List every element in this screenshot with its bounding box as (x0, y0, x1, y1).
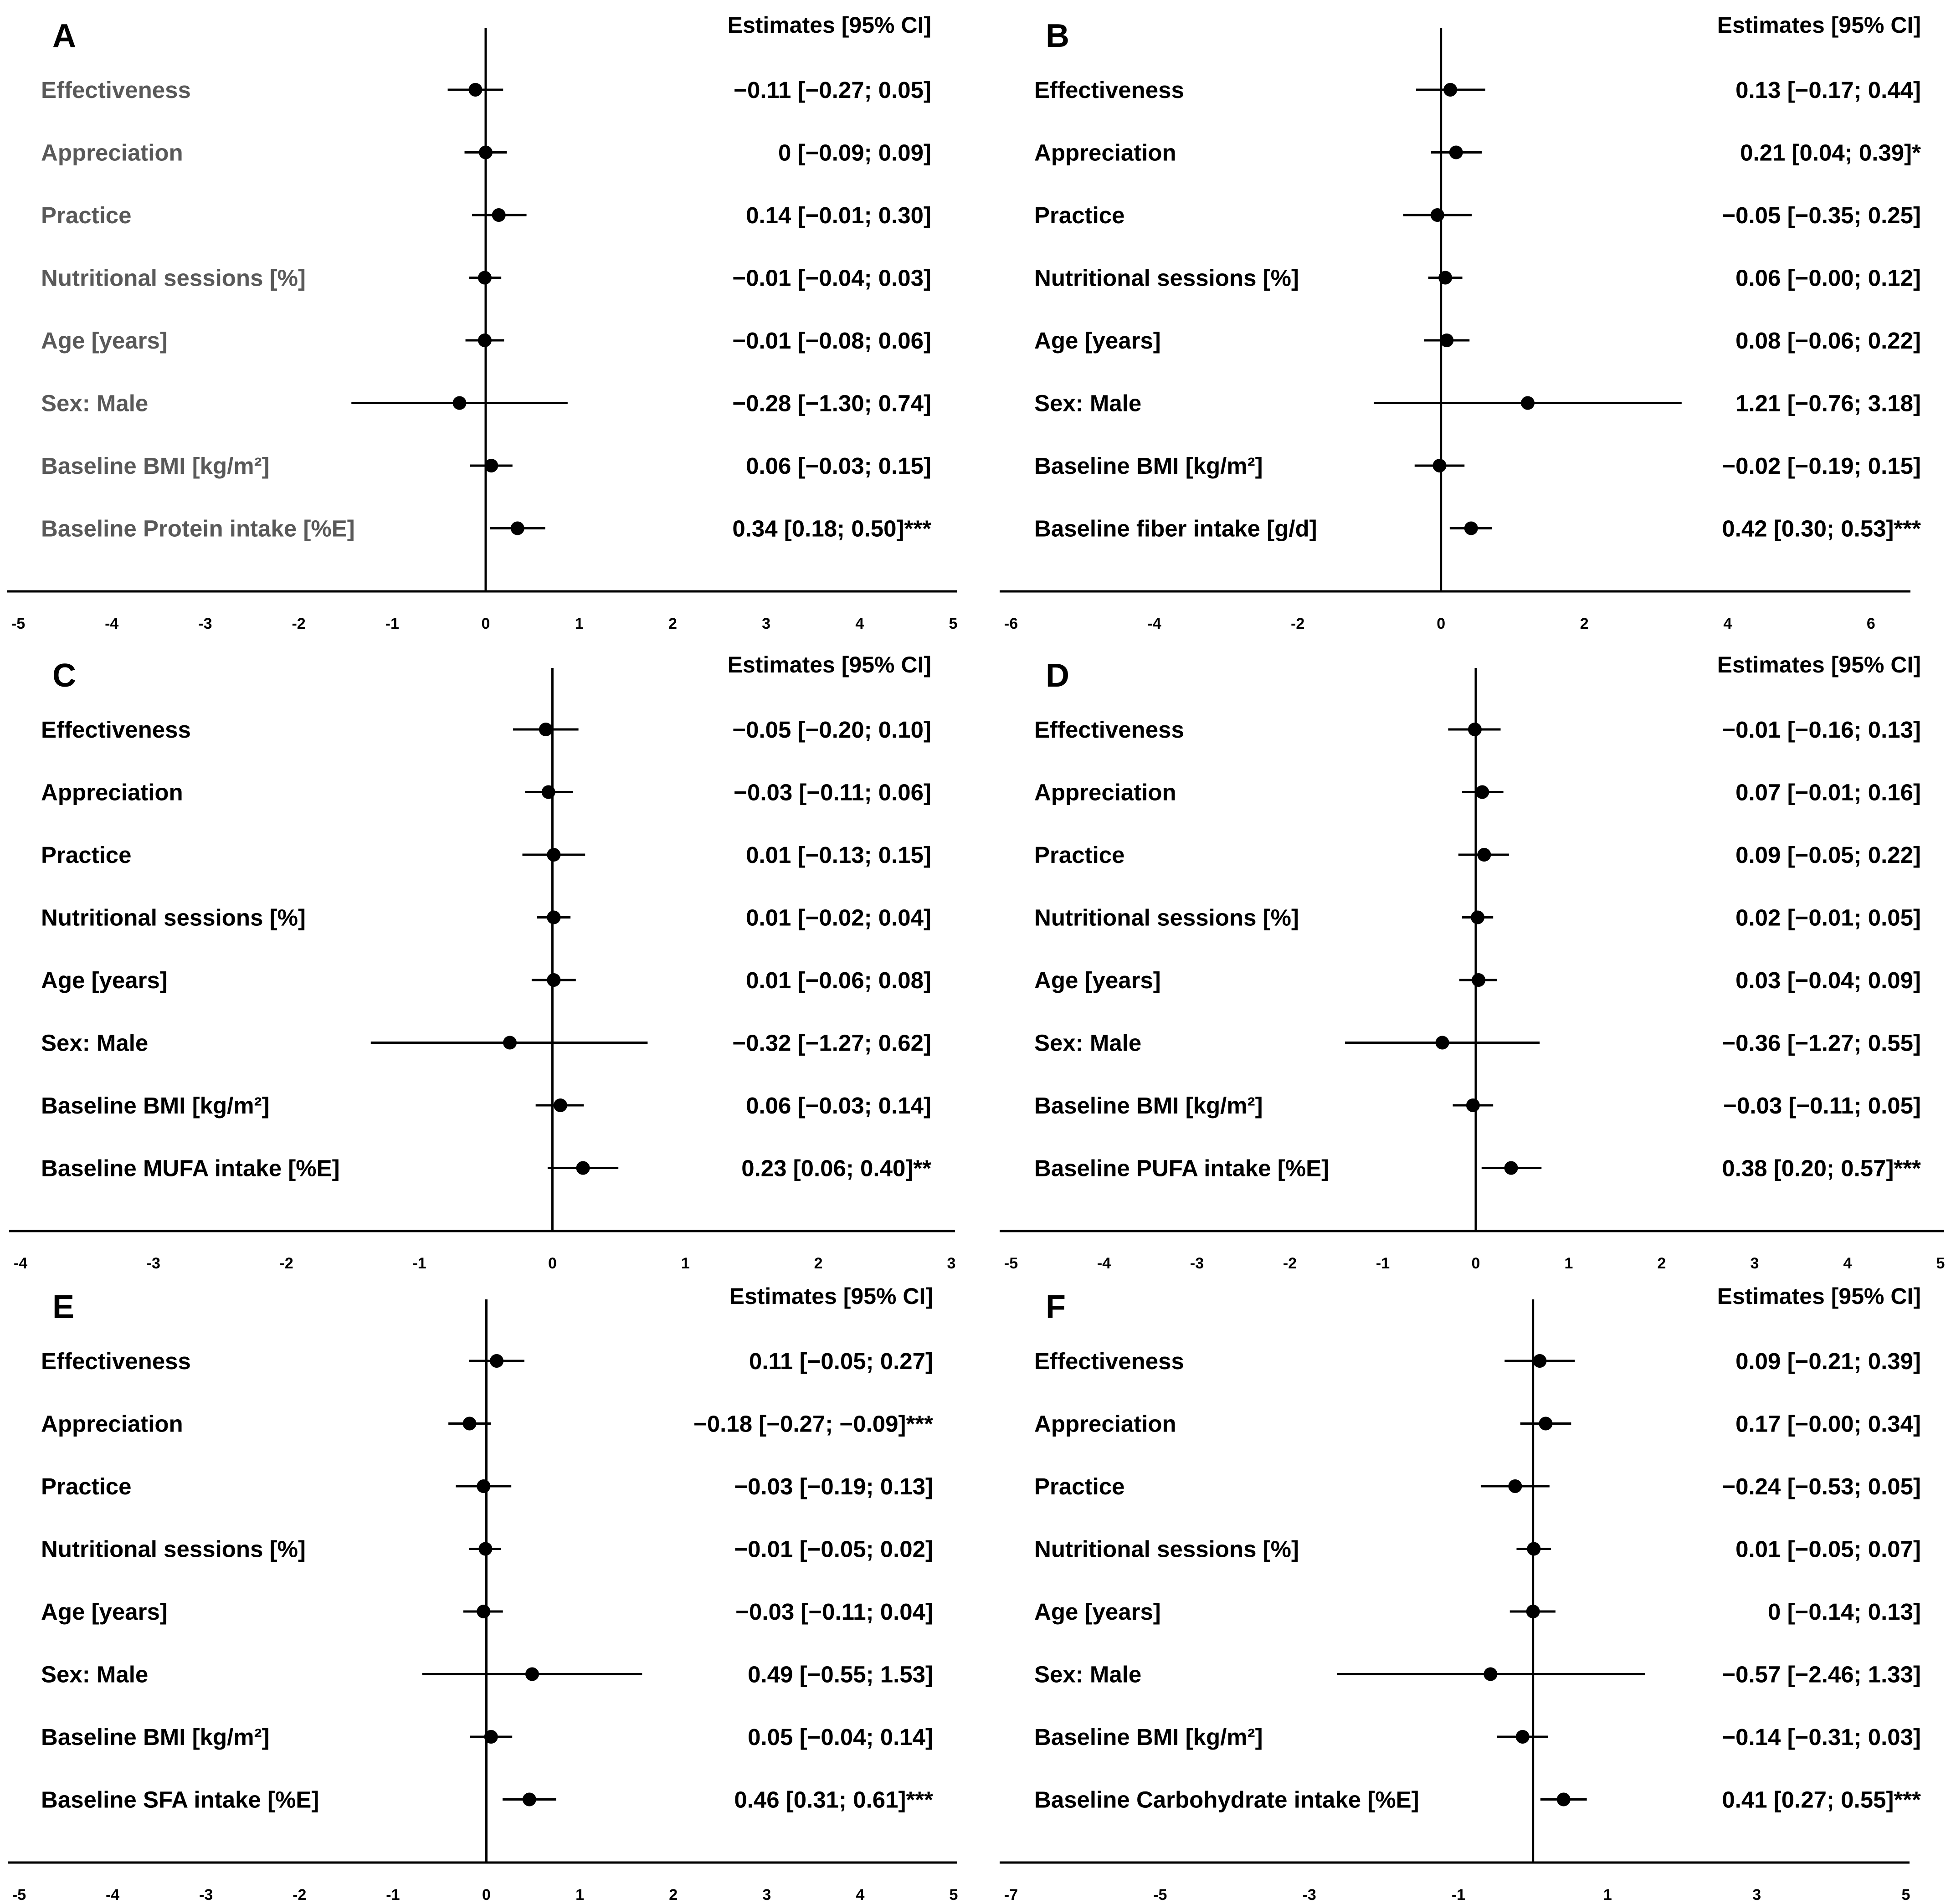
panel-letter: F (1046, 1289, 1066, 1325)
row-label: Sex: Male (41, 1661, 149, 1688)
row-label: Baseline BMI [kg/m²] (1034, 1724, 1263, 1750)
estimate-text: −0.03 [−0.11; 0.05] (1723, 1093, 1921, 1119)
point-estimate-marker (1557, 1793, 1571, 1806)
x-tick-label: -6 (1004, 615, 1018, 632)
row-label: Effectiveness (41, 1348, 191, 1374)
estimate-text: 0.08 [−0.06; 0.22] (1735, 328, 1921, 354)
x-tick-label: 4 (1723, 615, 1732, 632)
row-label: Appreciation (1034, 1411, 1176, 1437)
x-tick-label: 1 (1603, 1886, 1612, 1904)
x-tick-label: 5 (949, 615, 958, 632)
point-estimate-marker (542, 785, 555, 799)
x-tick-label: -1 (1451, 1886, 1466, 1904)
x-tick-label: -5 (12, 1886, 26, 1904)
point-estimate-marker (1475, 785, 1489, 799)
x-tick-label: 2 (1657, 1255, 1666, 1272)
row-label: Appreciation (41, 1411, 183, 1437)
estimate-text: 0.09 [−0.21; 0.39] (1735, 1348, 1921, 1374)
estimates-header: Estimates [95% CI] (729, 1283, 933, 1309)
point-estimate-marker (453, 396, 467, 410)
x-tick-label: -2 (292, 615, 306, 632)
estimate-text: 0.01 [−0.06; 0.08] (746, 967, 931, 993)
row-label: Age [years] (41, 1599, 168, 1625)
row-label: Nutritional sessions [%] (41, 904, 306, 931)
row-label: Effectiveness (1034, 77, 1184, 103)
row-label: Baseline Protein intake [%E] (41, 515, 355, 542)
point-estimate-marker (503, 1036, 517, 1050)
x-tick-label: 0 (1471, 1255, 1480, 1272)
x-tick-label: 4 (856, 1886, 865, 1904)
estimate-text: 0.34 [0.18; 0.50]*** (732, 515, 931, 542)
x-tick-label: -3 (198, 615, 212, 632)
row-label: Effectiveness (1034, 1348, 1184, 1374)
panel-letter: C (52, 657, 76, 694)
estimates-header: Estimates [95% CI] (1717, 652, 1921, 677)
estimate-text: 0.02 [−0.01; 0.05] (1735, 904, 1921, 931)
row-label: Baseline SFA intake [%E] (41, 1786, 319, 1813)
estimate-text: 0.14 [−0.01; 0.30] (746, 202, 931, 228)
point-estimate-marker (1516, 1730, 1530, 1744)
estimate-text: 0.01 [−0.05; 0.07] (1735, 1536, 1921, 1562)
x-tick-label: -4 (1147, 615, 1161, 632)
row-label: Effectiveness (41, 717, 191, 743)
x-tick-label: 2 (669, 1886, 678, 1904)
x-tick-label: -1 (385, 615, 399, 632)
row-label: Age [years] (1034, 967, 1161, 993)
estimate-text: −0.57 [−2.46; 1.33] (1722, 1661, 1921, 1688)
panel-letter: B (1046, 18, 1069, 54)
point-estimate-marker (547, 911, 560, 924)
x-tick-label: 4 (1843, 1255, 1852, 1272)
estimates-header: Estimates [95% CI] (1717, 12, 1921, 38)
row-label: Baseline BMI [kg/m²] (1034, 453, 1263, 479)
row-label: Nutritional sessions [%] (1034, 904, 1299, 931)
estimate-text: −0.14 [−0.31; 0.03] (1722, 1724, 1921, 1750)
point-estimate-marker (1484, 1668, 1497, 1681)
x-tick-label: 1 (575, 1886, 585, 1904)
point-estimate-marker (1504, 1161, 1518, 1175)
row-label: Age [years] (1034, 1599, 1161, 1625)
estimate-text: 0.21 [0.04; 0.39]* (1740, 139, 1921, 166)
x-tick-label: 5 (949, 1886, 958, 1904)
row-label: Nutritional sessions [%] (41, 265, 306, 291)
row-label: Practice (41, 1473, 132, 1499)
row-label: Practice (1034, 1473, 1125, 1499)
estimate-text: 0.01 [−0.02; 0.04] (746, 904, 931, 931)
estimate-text: −0.28 [−1.30; 0.74] (732, 390, 931, 416)
panel-letter: E (52, 1289, 75, 1325)
estimate-text: −0.03 [−0.11; 0.04] (735, 1599, 933, 1625)
point-estimate-marker (477, 1605, 490, 1618)
x-tick-label: -5 (1153, 1886, 1167, 1904)
point-estimate-marker (1477, 848, 1491, 862)
x-tick-label: -2 (279, 1255, 293, 1272)
x-tick-label: 3 (947, 1255, 956, 1272)
x-tick-label: -2 (1283, 1255, 1297, 1272)
x-tick-label: -3 (1302, 1886, 1316, 1904)
row-label: Practice (1034, 202, 1125, 228)
point-estimate-marker (490, 1354, 503, 1368)
estimate-text: 0 [−0.09; 0.09] (778, 139, 931, 166)
point-estimate-marker (484, 459, 498, 472)
point-estimate-marker (484, 1730, 498, 1744)
point-estimate-marker (1431, 208, 1444, 222)
row-label: Baseline MUFA intake [%E] (41, 1155, 340, 1181)
panel-letter: D (1046, 657, 1069, 694)
point-estimate-marker (1443, 83, 1457, 97)
point-estimate-marker (1464, 522, 1478, 535)
estimate-text: 0.06 [−0.00; 0.12] (1735, 265, 1921, 291)
point-estimate-marker (1436, 1036, 1449, 1050)
row-label: Appreciation (41, 139, 183, 166)
point-estimate-marker (1472, 973, 1485, 987)
estimate-text: 0 [−0.14; 0.13] (1768, 1599, 1921, 1625)
point-estimate-marker (463, 1417, 477, 1431)
point-estimate-marker (478, 271, 492, 285)
estimate-text: 0.06 [−0.03; 0.14] (746, 1093, 931, 1119)
estimate-text: 0.46 [0.31; 0.61]*** (734, 1786, 933, 1813)
estimate-text: −0.32 [−1.27; 0.62] (732, 1030, 931, 1056)
row-label: Sex: Male (1034, 1030, 1142, 1056)
estimate-text: 0.07 [−0.01; 0.16] (1735, 779, 1921, 806)
x-tick-label: -5 (1004, 1255, 1018, 1272)
x-tick-label: -1 (1376, 1255, 1390, 1272)
estimate-text: −0.03 [−0.11; 0.06] (734, 779, 931, 806)
estimate-text: −0.05 [−0.20; 0.10] (732, 717, 931, 743)
estimates-header: Estimates [95% CI] (727, 652, 931, 677)
estimate-text: 1.21 [−0.76; 3.18] (1735, 390, 1921, 416)
x-tick-label: -5 (11, 615, 26, 632)
point-estimate-marker (1466, 1098, 1480, 1112)
estimates-header: Estimates [95% CI] (727, 12, 931, 38)
row-label: Appreciation (41, 779, 183, 806)
estimate-text: 0.11 [−0.05; 0.27] (749, 1348, 933, 1374)
point-estimate-marker (1468, 723, 1482, 736)
x-tick-label: -3 (199, 1886, 213, 1904)
point-estimate-marker (1471, 911, 1484, 924)
x-tick-label: -4 (13, 1255, 28, 1272)
estimate-text: −0.01 [−0.04; 0.03] (732, 265, 931, 291)
point-estimate-marker (539, 723, 553, 736)
point-estimate-marker (1508, 1479, 1522, 1493)
estimate-text: −0.01 [−0.16; 0.13] (1722, 717, 1921, 743)
x-tick-label: 1 (681, 1255, 690, 1272)
estimate-text: 0.38 [0.20; 0.57]*** (1722, 1155, 1921, 1181)
row-label: Age [years] (41, 328, 168, 354)
row-label: Age [years] (41, 967, 168, 993)
x-tick-label: -1 (412, 1255, 426, 1272)
estimate-text: −0.36 [−1.27; 0.55] (1722, 1030, 1921, 1056)
point-estimate-marker (468, 83, 482, 97)
estimate-text: −0.24 [−0.53; 0.05] (1722, 1473, 1921, 1499)
row-label: Practice (41, 202, 132, 228)
point-estimate-marker (523, 1793, 536, 1806)
point-estimate-marker (1449, 146, 1463, 159)
point-estimate-marker (1527, 1542, 1540, 1556)
row-label: Effectiveness (41, 77, 191, 103)
point-estimate-marker (1539, 1417, 1552, 1431)
row-label: Nutritional sessions [%] (1034, 265, 1299, 291)
point-estimate-marker (478, 334, 492, 347)
point-estimate-marker (1521, 396, 1535, 410)
x-tick-label: 0 (481, 615, 490, 632)
row-label: Baseline fiber intake [g/d] (1034, 515, 1317, 542)
point-estimate-marker (547, 973, 560, 987)
estimate-text: −0.18 [−0.27; −0.09]*** (693, 1411, 933, 1437)
x-tick-label: 0 (548, 1255, 557, 1272)
point-estimate-marker (1433, 459, 1447, 472)
row-label: Nutritional sessions [%] (41, 1536, 306, 1562)
point-estimate-marker (576, 1161, 590, 1175)
x-tick-label: -3 (146, 1255, 160, 1272)
row-label: Baseline BMI [kg/m²] (41, 1093, 270, 1119)
point-estimate-marker (1526, 1605, 1540, 1618)
estimate-text: 0.17 [−0.00; 0.34] (1735, 1411, 1921, 1437)
row-label: Baseline Carbohydrate intake [%E] (1034, 1786, 1419, 1813)
x-tick-label: 1 (1564, 1255, 1573, 1272)
row-label: Practice (1034, 842, 1125, 868)
x-tick-label: -2 (293, 1886, 307, 1904)
estimate-text: 0.23 [0.06; 0.40]** (741, 1155, 931, 1181)
x-tick-label: 3 (1752, 1886, 1761, 1904)
x-tick-label: 3 (762, 615, 771, 632)
estimate-text: −0.03 [−0.19; 0.13] (734, 1473, 933, 1499)
x-tick-label: 2 (668, 615, 677, 632)
row-label: Sex: Male (1034, 1661, 1142, 1688)
row-label: Nutritional sessions [%] (1034, 1536, 1299, 1562)
x-tick-label: 1 (575, 615, 584, 632)
estimate-text: 0.41 [0.27; 0.55]*** (1722, 1786, 1921, 1813)
x-tick-label: -2 (1291, 615, 1305, 632)
row-label: Baseline BMI [kg/m²] (41, 453, 270, 479)
estimate-text: 0.01 [−0.13; 0.15] (746, 842, 931, 868)
point-estimate-marker (492, 208, 506, 222)
x-tick-label: 3 (1750, 1255, 1759, 1272)
x-tick-label: -7 (1004, 1886, 1018, 1904)
estimate-text: −0.05 [−0.35; 0.25] (1722, 202, 1921, 228)
estimate-text: −0.01 [−0.05; 0.02] (734, 1536, 933, 1562)
row-label: Sex: Male (41, 1030, 149, 1056)
x-tick-label: 3 (762, 1886, 771, 1904)
estimate-text: 0.49 [−0.55; 1.53] (748, 1661, 933, 1688)
point-estimate-marker (477, 1479, 490, 1493)
row-label: Sex: Male (1034, 390, 1142, 416)
row-label: Baseline BMI [kg/m²] (1034, 1093, 1263, 1119)
x-tick-label: 0 (482, 1886, 491, 1904)
x-tick-label: -4 (105, 1886, 120, 1904)
estimate-text: −0.01 [−0.08; 0.06] (732, 328, 931, 354)
row-label: Sex: Male (41, 390, 149, 416)
estimate-text: 0.05 [−0.04; 0.14] (748, 1724, 933, 1750)
point-estimate-marker (547, 848, 560, 862)
row-label: Practice (41, 842, 132, 868)
x-tick-label: 6 (1866, 615, 1875, 632)
estimate-text: −0.02 [−0.19; 0.15] (1722, 453, 1921, 479)
point-estimate-marker (478, 1542, 492, 1556)
x-tick-label: 0 (1437, 615, 1446, 632)
estimate-text: 0.09 [−0.05; 0.22] (1735, 842, 1921, 868)
estimate-text: −0.11 [−0.27; 0.05] (734, 77, 931, 103)
x-tick-label: 4 (855, 615, 864, 632)
x-tick-label: 5 (1901, 1886, 1910, 1904)
x-tick-label: -4 (105, 615, 119, 632)
row-label: Baseline BMI [kg/m²] (41, 1724, 270, 1750)
estimate-text: 0.42 [0.30; 0.53]*** (1722, 515, 1921, 542)
estimate-text: 0.03 [−0.04; 0.09] (1735, 967, 1921, 993)
point-estimate-marker (1533, 1354, 1546, 1368)
x-tick-label: 5 (1936, 1255, 1945, 1272)
x-tick-label: -1 (386, 1886, 400, 1904)
point-estimate-marker (525, 1668, 539, 1681)
point-estimate-marker (1440, 334, 1453, 347)
point-estimate-marker (1438, 271, 1452, 285)
estimates-header: Estimates [95% CI] (1717, 1283, 1921, 1309)
estimate-text: 0.13 [−0.17; 0.44] (1735, 77, 1921, 103)
row-label: Effectiveness (1034, 717, 1184, 743)
x-tick-label: 2 (1580, 615, 1589, 632)
x-tick-label: -3 (1190, 1255, 1204, 1272)
point-estimate-marker (554, 1098, 567, 1112)
point-estimate-marker (479, 146, 493, 159)
row-label: Age [years] (1034, 328, 1161, 354)
x-tick-label: -4 (1097, 1255, 1111, 1272)
panel-letter: A (52, 18, 76, 54)
estimate-text: 0.06 [−0.03; 0.15] (746, 453, 931, 479)
x-tick-label: 2 (814, 1255, 823, 1272)
row-label: Appreciation (1034, 139, 1176, 166)
row-label: Baseline PUFA intake [%E] (1034, 1155, 1330, 1181)
point-estimate-marker (511, 522, 524, 535)
row-label: Appreciation (1034, 779, 1176, 806)
